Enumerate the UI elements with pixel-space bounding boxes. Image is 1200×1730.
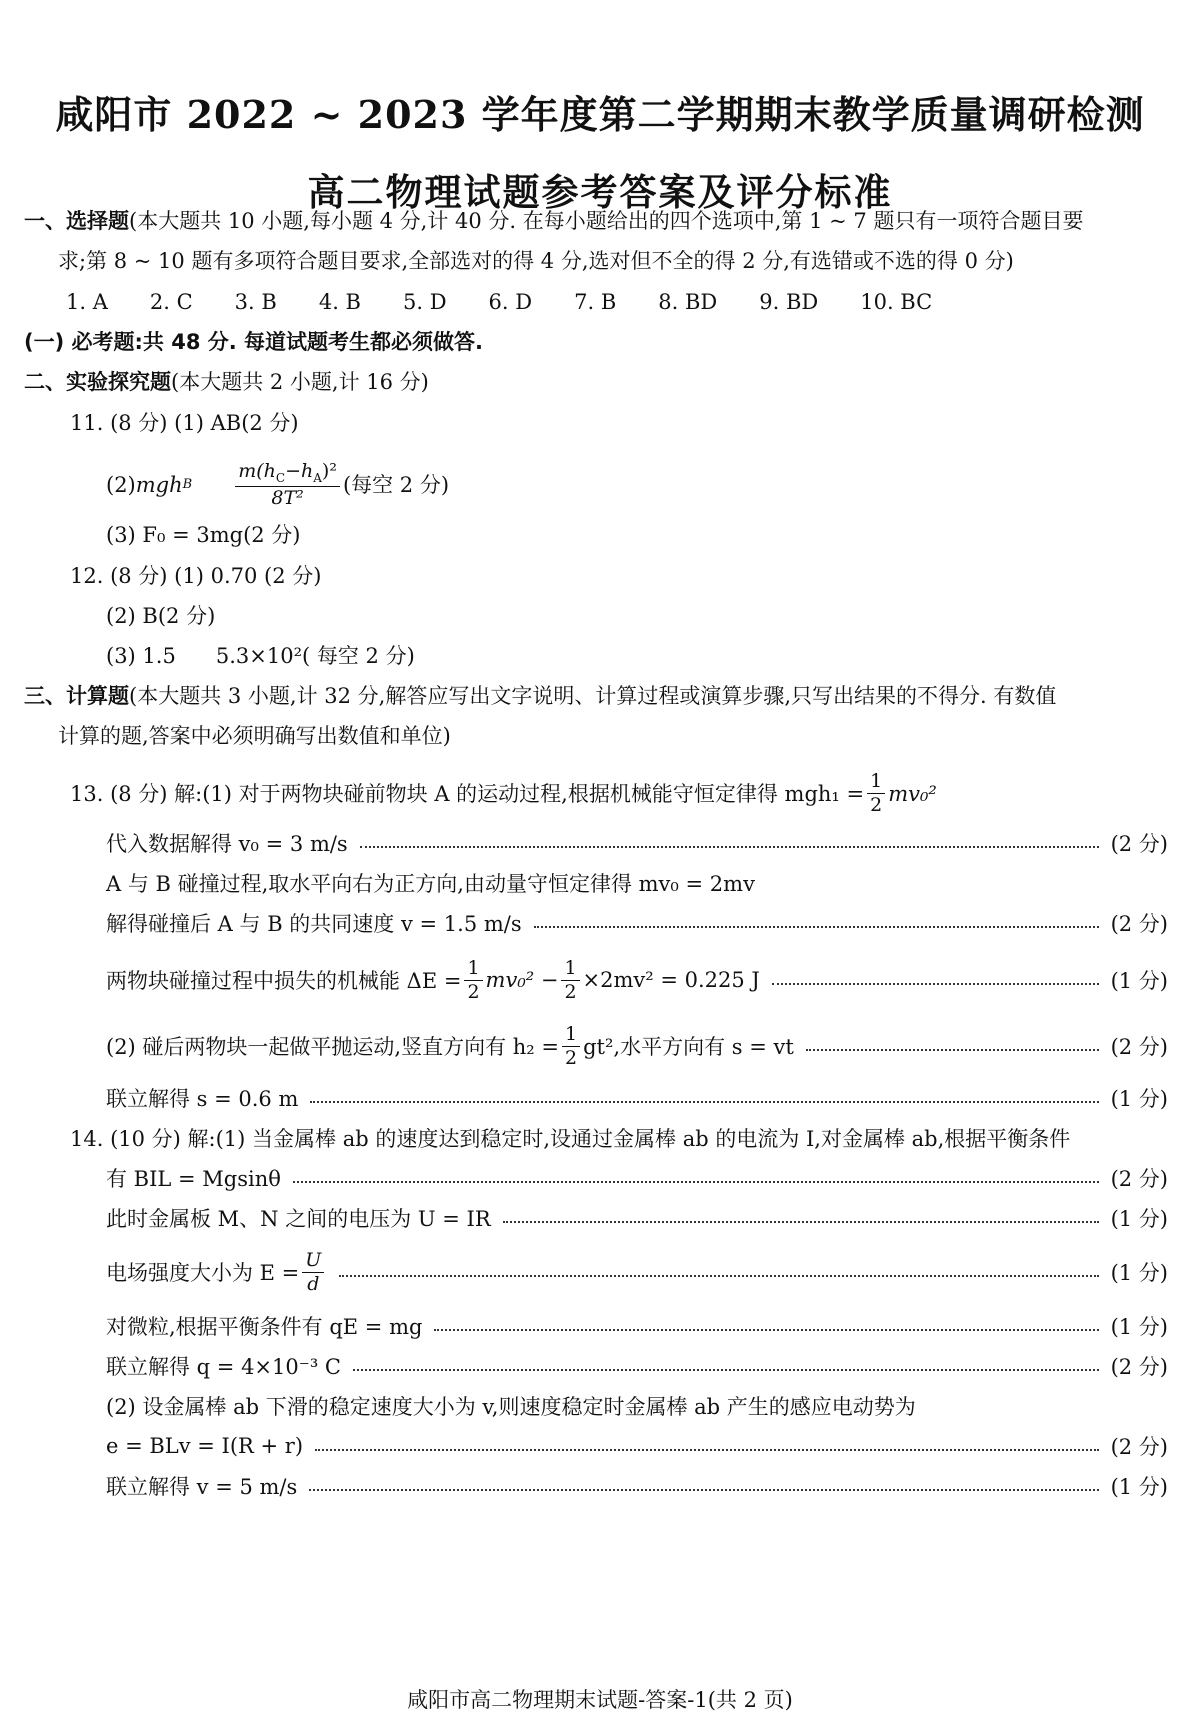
step-score: (2 分) xyxy=(1110,1355,1168,1379)
u-over-d-fraction xyxy=(302,1248,324,1295)
q11-answer-2-fraction xyxy=(235,462,340,508)
q11-part2-score: (每空 2 分) xyxy=(342,472,450,497)
leader-dots xyxy=(309,1489,1098,1491)
choice-answers xyxy=(66,290,974,314)
required-note: (一) 必考题:共 48 分. 每道试题考生都必须做答. xyxy=(24,330,484,354)
step-score: (2 分) xyxy=(1110,1035,1168,1059)
answer-item: 2. C xyxy=(149,290,193,314)
step-score: (2 分) xyxy=(1110,912,1168,936)
section1-desc-1: (本大题共 10 小题,每小题 4 分,计 40 分. 在每小题给出的四个选项中,第 1 ~ 7 题只有一项符合题目要 xyxy=(129,209,1084,233)
half-fraction xyxy=(562,1022,580,1069)
leader-dots xyxy=(339,1275,1098,1277)
half-num: 1 xyxy=(867,772,885,794)
q13-step2 xyxy=(106,863,755,903)
step-text: 解得碰撞后 A 与 B 的共同速度 v = 1.5 m/s xyxy=(106,912,522,936)
answer-item: 3. B xyxy=(234,290,277,314)
leader-dots xyxy=(503,1221,1099,1223)
document-subtitle: 高二物理试题参考答案及评分标准 xyxy=(307,171,893,214)
q12-part2: (2) B(2 分) xyxy=(106,604,216,628)
step-text: 联立解得 q = 4×10⁻³ C xyxy=(106,1355,341,1379)
step-text: 有 BIL = Mgsinθ xyxy=(106,1167,281,1191)
q14-step5 xyxy=(106,1346,1168,1386)
section1-desc-2: 求;第 8 ~ 10 题有多项符合题目要求,全部选对的得 4 分,选对但不全的得 2 分,有选错或不选的得 0 分) xyxy=(58,249,1014,273)
q13-step6 xyxy=(106,1078,1168,1118)
half-num: 1 xyxy=(562,1025,580,1047)
q13-intro: 13. (8 分) 解:(1) 对于两物块碰前物块 A 的运动过程,根据机械能守恒定律得 mgh₁ = xyxy=(70,781,865,806)
leader-dots xyxy=(434,1329,1098,1331)
leader-dots xyxy=(772,983,1099,985)
q14-step1 xyxy=(106,1158,1168,1198)
leader-dots xyxy=(360,846,1099,848)
sub-a: A xyxy=(313,470,322,485)
leader-dots xyxy=(534,926,1099,928)
step-text: gt²,水平方向有 s = vt xyxy=(583,1035,794,1059)
q13-step5 xyxy=(106,1020,1168,1072)
half-num: 1 xyxy=(561,959,579,981)
leader-dots xyxy=(315,1449,1099,1451)
step-text: 两物块碰撞过程中损失的机械能 ΔE = xyxy=(106,969,462,993)
fraction-numerator-mid: −h xyxy=(285,460,314,482)
half-den: 2 xyxy=(564,980,577,1003)
q12-line1: 12. (8 分) (1) 0.70 (2 分) xyxy=(70,564,322,588)
step-score: (2 分) xyxy=(1110,1435,1168,1459)
answer-item: 5. D xyxy=(402,290,447,314)
leader-dots xyxy=(310,1101,1098,1103)
q13-step3 xyxy=(106,903,1168,943)
leader-dots xyxy=(293,1181,1099,1183)
answer-item: 7. B xyxy=(574,290,617,314)
section1-line1 xyxy=(24,206,1083,236)
step-text: ×2mv² = 0.225 J xyxy=(582,968,760,992)
q14-step3 xyxy=(106,1246,1168,1298)
half-fraction xyxy=(867,772,885,815)
step-text: 14. (10 分) 解:(1) 当金属棒 ab 的速度达到稳定时,设通过金属棒 ab 的电流为 I,对金属棒 ab,根据平衡条件 xyxy=(70,1127,1071,1151)
step-text: mv₀² − xyxy=(485,968,559,992)
section3-line1 xyxy=(24,681,1056,711)
q11-answer-1-sub: B xyxy=(182,476,193,492)
fraction-numerator-end: )² xyxy=(321,460,337,482)
q14-step4 xyxy=(106,1306,1168,1346)
q11-answer-1: mgh xyxy=(135,472,183,497)
step-score: (1 分) xyxy=(1110,1315,1168,1339)
step-score: (1 分) xyxy=(1110,1087,1168,1111)
step-score: (2 分) xyxy=(1110,832,1168,856)
answer-item: 6. D xyxy=(488,290,533,314)
section3-desc-2: 计算的题,答案中必须明确写出数值和单位) xyxy=(58,724,451,748)
step-score: (1 分) xyxy=(1110,1261,1168,1285)
step-text: 联立解得 s = 0.6 m xyxy=(106,1087,299,1111)
fraction-numerator: U xyxy=(305,1248,322,1271)
leader-dots xyxy=(806,1049,1099,1051)
step-text: 此时金属板 M、N 之间的电压为 U = IR xyxy=(106,1207,491,1231)
q11-part3: (3) F₀ = 3mg(2 分) xyxy=(106,523,301,547)
fraction-denominator: d xyxy=(307,1272,320,1295)
section2-line xyxy=(24,367,429,397)
answer-item: 4. B xyxy=(318,290,361,314)
q14-step6 xyxy=(106,1386,916,1426)
q13-step4 xyxy=(106,954,1168,1006)
step-text: (2) 设金属棒 ab 下滑的稳定速度大小为 v,则速度稳定时金属棒 ab 产生的感应电动势为 xyxy=(106,1395,916,1419)
step-score: (2 分) xyxy=(1110,1167,1168,1191)
step-text: 电场强度大小为 E = xyxy=(106,1261,300,1285)
section3-heading: 三、计算题 xyxy=(24,684,129,708)
half-fraction xyxy=(561,956,579,1003)
q13-intro-tail: mv₀² xyxy=(888,781,937,806)
step-text: e = BLv = I(R + r) xyxy=(106,1434,304,1458)
answer-item: 10. BC xyxy=(860,290,933,314)
sub-c: C xyxy=(275,470,286,485)
q14-step8 xyxy=(106,1466,1168,1506)
q13-line1 xyxy=(70,772,937,815)
q12-part3: (3) 1.5 5.3×10²( 每空 2 分) xyxy=(106,644,415,668)
section2-desc: (本大题共 2 小题,计 16 分) xyxy=(171,370,429,394)
q14-line1 xyxy=(70,1118,1070,1158)
answer-item: 1. A xyxy=(66,290,108,314)
fraction-denominator: 8T² xyxy=(271,486,304,509)
q13-step1 xyxy=(106,823,1168,863)
section2-heading: 二、实验探究题 xyxy=(24,370,171,394)
q14-step7 xyxy=(106,1426,1168,1466)
section1-heading: 一、选择题 xyxy=(24,209,129,233)
step-score: (1 分) xyxy=(1110,1475,1168,1499)
half-den: 2 xyxy=(565,1046,578,1069)
half-fraction xyxy=(464,956,482,1003)
fraction-numerator: m(h xyxy=(238,460,276,482)
section3-desc-1: (本大题共 3 小题,计 32 分,解答应写出文字说明、计算过程或演算步骤,只写出结果的不得分. 有数值 xyxy=(129,684,1057,708)
answer-item: 8. BD xyxy=(658,290,718,314)
q14-step2 xyxy=(106,1198,1168,1238)
document-title: 咸阳市 2022 ~ 2023 学年度第二学期期末教学质量调研检测 xyxy=(55,92,1145,137)
q11-part2 xyxy=(106,462,449,508)
step-text: 联立解得 v = 5 m/s xyxy=(106,1475,298,1499)
step-text: (2) 碰后两物块一起做平抛运动,竖直方向有 h₂ = xyxy=(106,1035,559,1059)
page-footer: 咸阳市高二物理期末试题-答案-1(共 2 页) xyxy=(407,1688,793,1712)
half-num: 1 xyxy=(464,959,482,981)
q11-line1: 11. (8 分) (1) AB(2 分) xyxy=(70,411,299,435)
answer-item: 9. BD xyxy=(759,290,819,314)
half-den: 2 xyxy=(870,794,883,816)
step-text: A 与 B 碰撞过程,取水平向右为正方向,由动量守恒定律得 mv₀ = 2mv xyxy=(106,872,755,896)
step-text: 代入数据解得 v₀ = 3 m/s xyxy=(106,832,348,856)
step-score: (1 分) xyxy=(1110,969,1168,993)
q11-part2-label: (2) xyxy=(106,472,136,497)
half-den: 2 xyxy=(467,980,480,1003)
step-text: 对微粒,根据平衡条件有 qE = mg xyxy=(106,1315,423,1339)
leader-dots xyxy=(353,1369,1099,1371)
step-score: (1 分) xyxy=(1110,1207,1168,1231)
